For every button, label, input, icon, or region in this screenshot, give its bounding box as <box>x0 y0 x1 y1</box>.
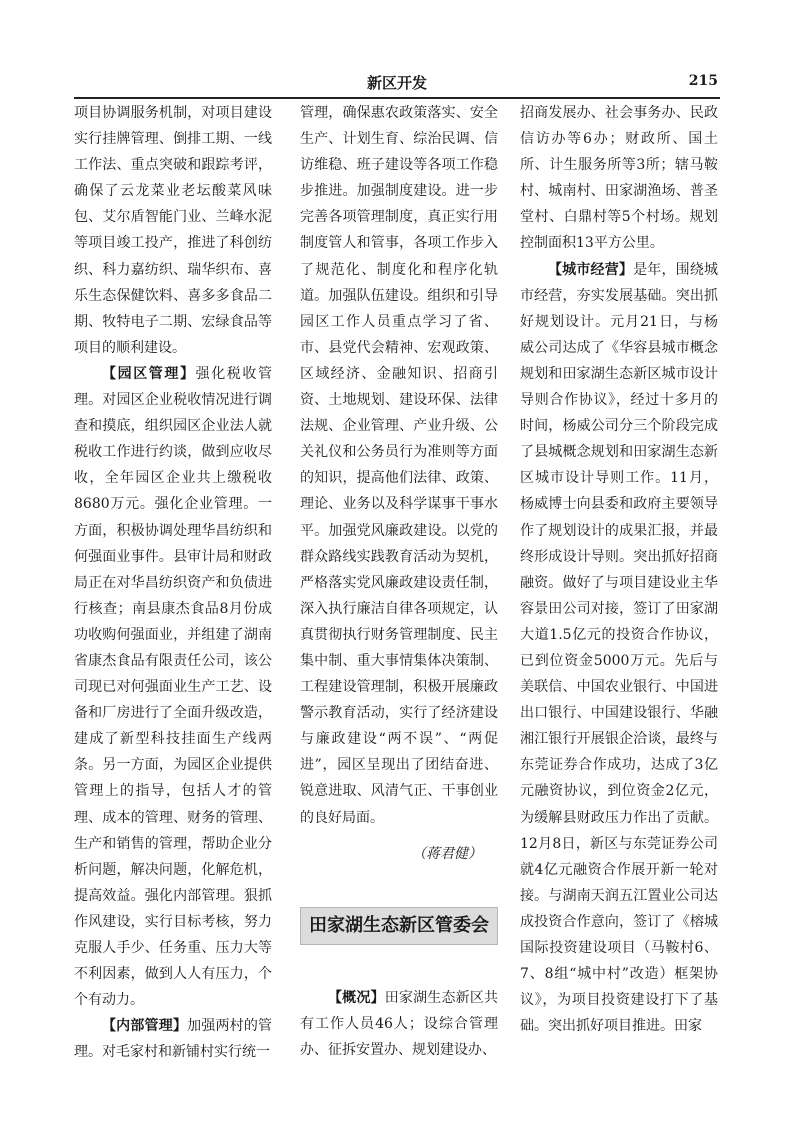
header-rule <box>74 97 720 99</box>
keyword-label: 【园区管理】 <box>102 365 196 382</box>
paragraph-text: 田家湖生态新区共有工作人员46人；设综合管理办、征拆安置办、规划建设办、 <box>300 989 499 1058</box>
author-credit: （蒋君健） <box>412 845 482 862</box>
paragraph <box>300 985 498 1063</box>
paragraph-text: 是年，围绕城市经营，夯实发展基础。突出抓好规划设计。元月21日，与杨威公司达成了《华容县城市概念规划和田家湖生态新区城市设计导则合作协议》，经过十多月的时间，杨威公司分三个阶段完成了县城概念规划和田家湖生态新区城市设计导则工作。11月，杨威博士向县委和政府主要领导作了规划设计的成果汇报，并最终形成设计导则。突出抓好招商融资。做好了与项目建设业主华容景田公司对接，签订了田家湖大道1.5亿元的投资合作协议，已到位资金5000万元。先后与美联信、中国农业银行、中国进出口银行、中国建设银行、华融湘江银行开展银企洽谈，最终与东莞证券合作成功，达成了3亿元融资协议，到位资金2亿元，为缓解县财政压力作出了贡献。12月8日，新区与东莞证券公司就4亿元融资合作展开新一轮对接。与湖南天润五江置业公司达成投资合作意向，签订了《榕城国际投资建设项目（马鞍村6、7、8组“城中村”改造）框架协议》，为项目投资建设打下了基础。突出抓好项目推进。田家 <box>520 261 719 1035</box>
column-3 <box>520 100 718 1039</box>
page-header <box>74 72 720 94</box>
column-2 <box>300 100 498 1063</box>
keyword-label: 【城市经营】 <box>548 261 634 278</box>
page-number: 215 <box>688 73 718 89</box>
keyword-label: 【概况】 <box>328 989 385 1006</box>
header-title: 新区开发 <box>366 74 427 92</box>
column-1 <box>74 100 272 1065</box>
paragraph <box>74 1013 272 1065</box>
paragraph-text: 加强两村的管理。对毛家村和新铺村实行统一 <box>74 1018 273 1061</box>
paragraph <box>520 257 718 1040</box>
paragraph <box>74 361 272 1013</box>
keyword-label: 【内部管理】 <box>102 1018 188 1035</box>
paragraph: 管理，确保惠农政策落实、安全生产、计划生育、综治民调、信访维稳、班子建设等各项工作稳步推进。加强制度建设。进一步完善各项管理制度，真正实行用制度管人和管事，各项工作步入了规范化、制度化和程序化轨道。加强队伍建设。组织和引导园区工作人员重点学习了省、市、县党代会精神、宏观政策、区域经济、金融知识、招商引资、土地规划、建设环保、法律法规、企业管理、产业升级、公关礼仪和公务员行为准则等方面的知识，提高他们法律、政策、理论、业务以及科学谋事干事水平。加强党风廉政建设。以党的群众路线实践教育活动为契机，严格落实党风廉政建设责任制，深入执行廉洁自律各项规定，认真贯彻执行财务管理制度、民主集中制、重大事情集体决策制、工程建设管理制，积极开展廉政警示教育活动，实行了经济建设与廉政建设“两不误”、“两促进”，园区呈现出了团结奋进、锐意进取、风清气正、干事创业的良好局面。 <box>300 105 498 826</box>
section-heading: 田家湖生态新区管委会 <box>300 907 498 945</box>
paragraph-text: 强化税收管理。对园区企业税收情况进行调查和摸底，组织园区企业法人就税收工作进行约谈，做到应收尽收，全年园区企业共上缴税收8680万元。强化企业管理。一方面，积极协调处理华昌纺织和何强面业事件。县审计局和财政局正在对华昌纺织资产和负债进行核查；南县康杰食品8月份成功收购何强面业，并组建了湖南省康杰食品有限责任公司，该公司现已对何强面业生产工艺、设备和厂房进行了全面升级改造，建成了新型科技挂面生产线两条。另一方面，为园区企业提供管理上的指导，包括人才的管理、成本的管理、财务的管理、生产和销售的管理，帮助企业分析问题，解决问题，化解危机，提高效益。强化内部管理。狠抓作风建设，实行目标考核，努力克服人手少、任务重、压力大等不利因素，做到人人有压力，个个有动力。 <box>74 365 273 1009</box>
paragraph: 项目协调服务机制，对项目建设实行挂牌管理、倒排工期、一线工作法、重点突破和跟踪考评，确保了云龙菜业老坛酸菜风味包、艾尔盾智能门业、兰峰水泥等项目竣工投产，推进了科创纺织、科力嘉纺织、瑞华织布、喜乐生态保健饮料、喜多多食品二期、牧特电子二期、宏绿食品等项目的顺利建设。 <box>74 105 272 356</box>
paragraph: 招商发展办、社会事务办、民政信访办等6办；财政所、国土所、计生服务所等3所；辖马鞍村、城南村、田家湖渔场、普圣堂村、白鼎村等5个村场。规划控制面积13平方公里。 <box>520 105 718 252</box>
